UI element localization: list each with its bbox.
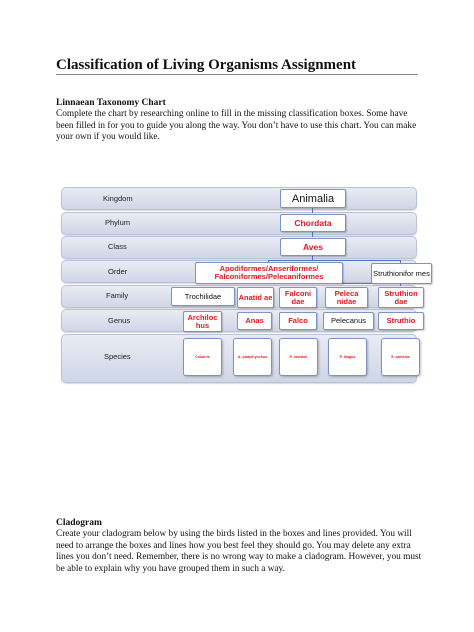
label-order: Order: [108, 267, 128, 276]
species-box-platyrhynchos: A. platyrhynchos: [233, 338, 272, 376]
label-genus: Genus: [108, 316, 131, 325]
connector: [268, 260, 400, 261]
cladogram-heading: Cladogram: [56, 518, 102, 528]
class-box: Aves: [280, 238, 346, 256]
species-box-colubris: Colubris: [183, 338, 222, 376]
taxonomy-heading: Linnaean Taxonomy Chart: [56, 98, 166, 108]
genus-box-anas: Anas: [237, 312, 272, 330]
genus-box-struthio: Struthio: [378, 312, 424, 330]
genus-box-pelecanus: Pelecanus: [323, 312, 374, 330]
species-box-camelus: S. camelus: [381, 338, 420, 376]
order-box-struthioniformes: Struthionifor mes: [371, 263, 432, 284]
label-kingdom: Kingdom: [103, 194, 133, 203]
family-box-anatidae: Anatid ae: [237, 287, 274, 308]
label-family: Family: [106, 291, 129, 300]
taxonomy-instructions: Complete the chart by researching online to fill in the missing classification boxes. Some have been filled in for you to guide you along the way. You don’t have to use this chart. You can make your own if you would like.: [56, 109, 417, 142]
family-box-falconidae: Falconi dae: [279, 287, 317, 308]
genus-box-archilochus: Archiloc hus: [183, 311, 222, 332]
family-box-trochilidae: Trochilidae: [171, 287, 235, 306]
family-box-pelecanidae: Peleca nidae: [325, 287, 368, 308]
label-class: Class: [108, 242, 127, 251]
genus-box-falco: Falco: [279, 312, 317, 330]
species-box-thagus: P. thagus: [328, 338, 367, 376]
phylum-box: Chordata: [280, 214, 346, 232]
order-box-main: Apodiformes/Anseriformes/ Falconiformes/Pelecaniformes: [195, 262, 343, 284]
kingdom-box: Animalia: [280, 189, 346, 208]
family-box-struthionidae: Struthion dae: [378, 287, 424, 308]
cladogram-instructions: Create your cladogram below by using the birds listed in the boxes and lines provided. You will need to arrange the boxes and lines how you best feel they should go. You may delete any extra lines you don’t need. Remember, there is no wrong way to make a cladogram. However, you must be able to explain why you have grouped them in such a way.: [56, 529, 422, 574]
species-box-newtoni: F. newtoni: [279, 338, 318, 376]
title-rule: [56, 74, 418, 75]
label-phylum: Phylum: [105, 218, 131, 227]
page-title: Classification of Living Organisms Assignment: [56, 57, 357, 73]
label-species: Species: [104, 352, 131, 361]
